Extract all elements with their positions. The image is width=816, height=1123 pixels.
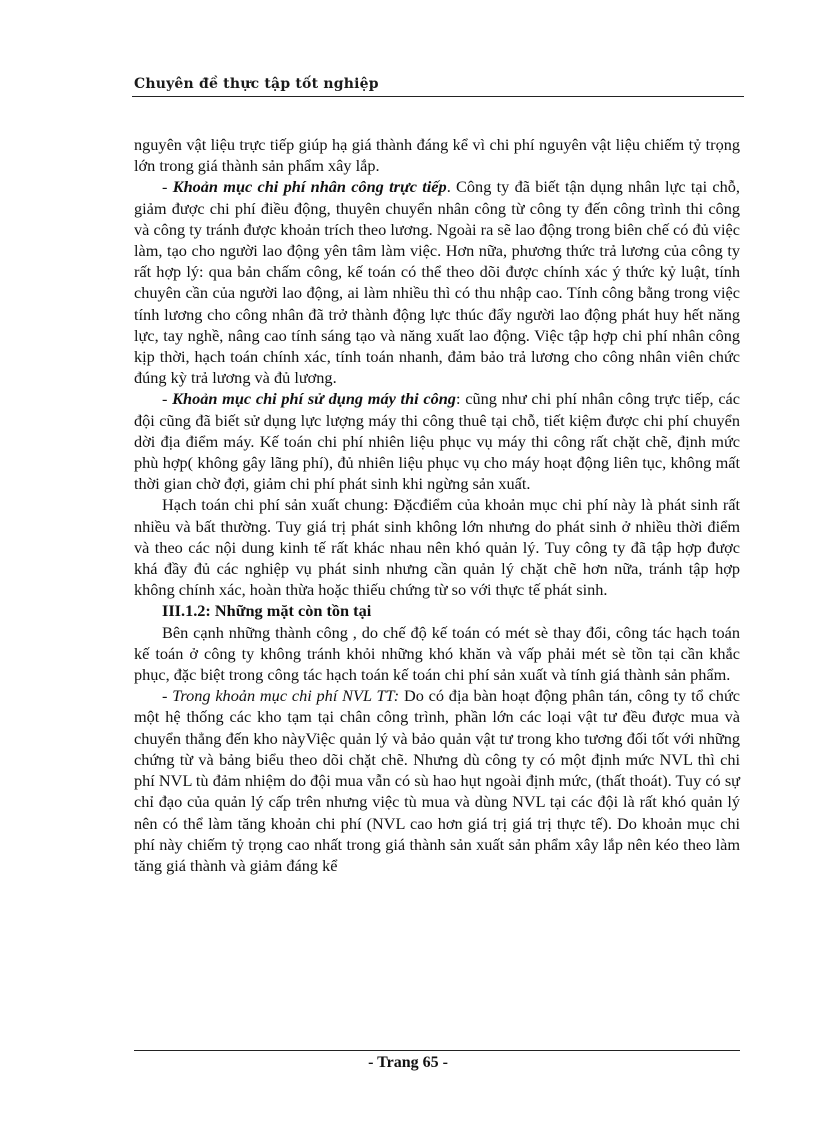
labor-cost-text: . Công ty đã biết tận dụng nhân lực tại chỗ, giảm được chi phí điều động, thuyên chuyển nhân công từ công ty đến công trình thi công và công ty tránh được khoản trích theo lương. Ngoài ra sẽ lao động trong biên chế có đủ việc làm, tạo cho người lao động yên tâm làm việc. Hơn nữa, phương thức trả lương của công ty rất hợp lý: qua bản chấm công, kế toán có thể theo dõi được chính xác ý thức kỷ luật, tính chuyên cần của người lao động, ai làm nhiều thì có thu nhập cao. Tính công bằng trong việc tính lương cho công nhân đã trở thành động lực thúc đẩy người lao động phát huy hết năng lực, tay nghề, nâng cao tính sáng tạo và năng xuất lao động. Việc tập hợp chi phí nhân công kịp thời, hạch toán chính xác, tính toán nhanh, đảm bảo trả lương cho công nhân viên chức đúng kỳ trả lương và đủ lương. xyxy=(134,177,741,388)
labor-cost-heading: Khoản mục chi phí nhân công trực tiếp xyxy=(172,177,447,197)
footer-rule xyxy=(134,1050,740,1051)
bullet-dash: - xyxy=(162,177,173,197)
section-heading: III.1.2: Những mặt còn tồn tại xyxy=(162,601,372,621)
material-cost-text: Do có địa bàn hoạt động phân tán, công ty tổ chức một hệ thống các kho tạm tại chân công trình, phần lớn các loại vật tư đều được mua và chuyển thẳng đến kho nàyViệc quản lý và bảo quản vật tư trong kho tương đối tốt với những chứng từ và bảng biểu theo dõi chặt chẽ. Nhưng dù công ty có một định mức NVL thì chi phí NVL tù đảm nhiệm do đội mua vẫn có sù hao hụt ngoài định mức, (thất thoát). Tuy có sự chỉ đạo của quản lý cấp trên nhưng việc tù mua và dùng NVL tại các đội là rất khó quản lý nên có thể làm tăng khoản chi phí (NVL cao hơn giá trị giá trị thực tế). Do khoản mục chi phí này chiếm tỷ trọng cao nhất trong giá thành sản xuất sản phẩm xây lắp nên kéo theo làm tăng giá thành và giảm đáng kể xyxy=(134,686,740,875)
page-number: - Trang 65 - xyxy=(368,1054,448,1071)
paragraph-continuation: nguyên vật liệu trực tiếp giúp hạ giá thành đáng kể vì chi phí nguyên vật liệu chiếm tỷ trọng lớn trong giá thành sản phẩm xây lắp. xyxy=(134,135,740,176)
machine-cost-text: : cũng như chi phí nhân công trực tiếp, các đội cũng đã biết sử dụng lực lượng máy thi công thuê tại chỗ, tiết kiệm được chi phí chuyển dời địa điểm máy. Kế toán chi phí nhiên liệu phục vụ máy thi công rất chặt chẽ, định mức phù hợp( không gây lãng phí), đủ nhiên liệu phục vụ cho máy hoạt động liên tục, không mất thời gian chờ đợi, giảm chi phí phát sinh khi ngừng sản xuất. xyxy=(134,389,740,494)
paragraph-shortcomings: Bên cạnh những thành công , do chế độ kế toán có mét sè thay đổi, công tác hạch toán kế toán ở công ty không tránh khỏi những khó khăn và vấp phải mét sè tồn tại cần khắc phục, đặc biệt trong công tác hạch toán kế toán chi phí sản xuất và tính giá thành sản phẩm. xyxy=(134,622,740,685)
paragraph-labor-cost xyxy=(134,176,740,388)
bullet-dash: - xyxy=(162,389,173,409)
machine-cost-heading: Khoản mục chi phí sử dụng máy thi công xyxy=(172,389,456,409)
paragraph-material-cost xyxy=(134,685,740,876)
material-cost-heading: - Trong khoản mục chi phí NVL TT: xyxy=(162,686,400,706)
header-rule xyxy=(132,96,744,97)
paragraph-machine-cost xyxy=(134,388,740,494)
page-header: Chuyên đề thực tập tốt nghiệp xyxy=(134,76,379,92)
body-text xyxy=(134,134,740,876)
paragraph-general-cost: Hạch toán chi phí sản xuất chung: Đặcđiểm của khoản mục chi phí này là phát sinh rất nhiều và bất thường. Tuy giá trị phát sinh không lớn nhưng do phát sinh ở nhiều thời điểm và theo các nội dung kinh tế rất khác nhau nên khó quản lý. Tuy công ty đã tập hợp được khá đầy đủ các nghiệp vụ phát sinh nhưng cần quản lý chặt chẽ hơn nữa, tránh tập hợp không chính xác, hoàn thừa hoặc thiếu chứng từ so với thực tế phát sinh. xyxy=(134,495,740,600)
